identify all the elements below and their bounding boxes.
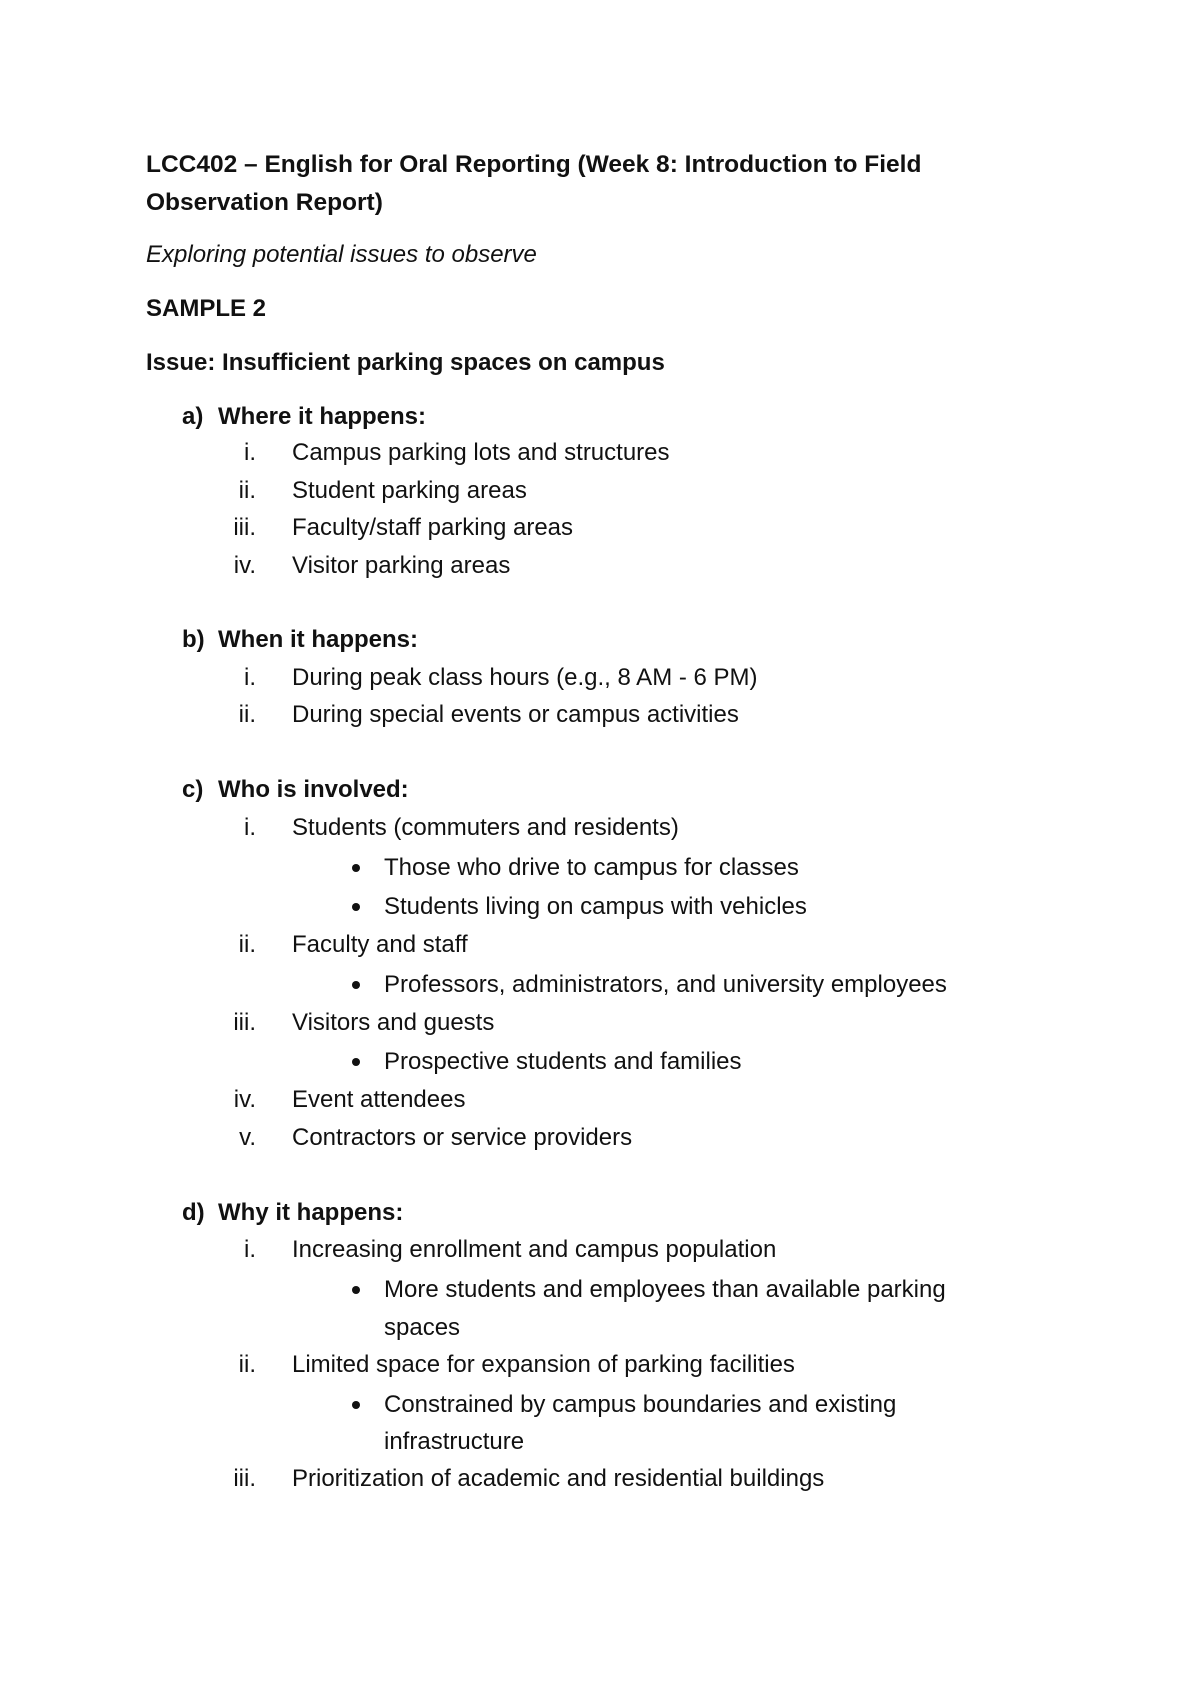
list-item-number: ii. <box>238 931 256 958</box>
section-b-heading: When it happens: <box>218 626 418 653</box>
list-item-text: Students (commuters and residents) <box>292 814 679 841</box>
list-item-text: Student parking areas <box>292 477 527 504</box>
bullet-item-text: Students living on campus with vehicles <box>384 893 807 920</box>
list-item-text: Faculty/staff parking areas <box>292 514 574 541</box>
bullet-icon <box>352 1058 360 1066</box>
bullet-item-text: Those who drive to campus for classes <box>384 854 799 881</box>
list-item-number: v. <box>239 1124 256 1151</box>
list-item-text: Increasing enrollment and campus population <box>292 1236 777 1263</box>
section-c-letter: c) <box>182 776 204 803</box>
bullet-icon <box>352 981 360 989</box>
list-item-text: Event attendees <box>292 1086 466 1113</box>
list-item-text: Campus parking lots and structures <box>292 439 670 466</box>
section-a-letter: a) <box>182 403 204 430</box>
page-title-line-2: Observation Report) <box>146 189 383 216</box>
bullet-item-text: Professors, administrators, and university employees <box>384 971 947 998</box>
list-item-text: Visitor parking areas <box>292 552 511 579</box>
list-item-text: During peak class hours (e.g., 8 AM - 6 PM) <box>292 664 758 691</box>
bullet-item-text-continued: spaces <box>384 1314 461 1341</box>
list-item-text: Prioritization of academic and residential buildings <box>292 1465 825 1492</box>
section-a-heading: Where it happens: <box>218 403 427 430</box>
list-item-number: iii. <box>233 1009 256 1036</box>
bullet-item-text: Constrained by campus boundaries and existing <box>384 1391 897 1418</box>
bullet-icon <box>352 903 360 911</box>
list-item-text: Limited space for expansion of parking facilities <box>292 1351 795 1378</box>
bullet-item-text-continued: infrastructure <box>384 1428 525 1455</box>
list-item-number: i. <box>244 439 256 466</box>
bullet-item-text: Prospective students and families <box>384 1048 742 1075</box>
list-item-text: Faculty and staff <box>292 931 468 958</box>
list-item-number: iii. <box>233 1465 256 1492</box>
list-item-number: i. <box>244 814 256 841</box>
list-item-text: Visitors and guests <box>292 1009 495 1036</box>
issue-heading: Issue: Insufficient parking spaces on campus <box>146 349 665 376</box>
list-item-number: iii. <box>233 514 256 541</box>
bullet-item-text: More students and employees than available parking <box>384 1276 946 1303</box>
list-item-number: ii. <box>238 477 256 504</box>
bullet-icon <box>352 864 360 872</box>
section-c-heading: Who is involved: <box>218 776 409 803</box>
sample-label: SAMPLE 2 <box>146 295 267 322</box>
page-subtitle: Exploring potential issues to observe <box>146 241 537 268</box>
bullet-icon <box>352 1401 360 1409</box>
list-item-number: iv. <box>233 552 256 579</box>
list-item-text: Contractors or service providers <box>292 1124 633 1151</box>
list-item-text: During special events or campus activities <box>292 701 739 728</box>
bullet-icon <box>352 1286 360 1294</box>
list-item-number: ii. <box>238 1351 256 1378</box>
list-item-number: i. <box>244 1236 256 1263</box>
list-item-number: i. <box>244 664 256 691</box>
section-b-letter: b) <box>182 626 205 653</box>
section-d-heading: Why it happens: <box>218 1199 404 1226</box>
section-d-letter: d) <box>182 1199 205 1226</box>
list-item-number: iv. <box>233 1086 256 1113</box>
list-item-number: ii. <box>238 701 256 728</box>
page-title-line-1: LCC402 – English for Oral Reporting (Week 8: Introduction to Field <box>146 151 922 178</box>
